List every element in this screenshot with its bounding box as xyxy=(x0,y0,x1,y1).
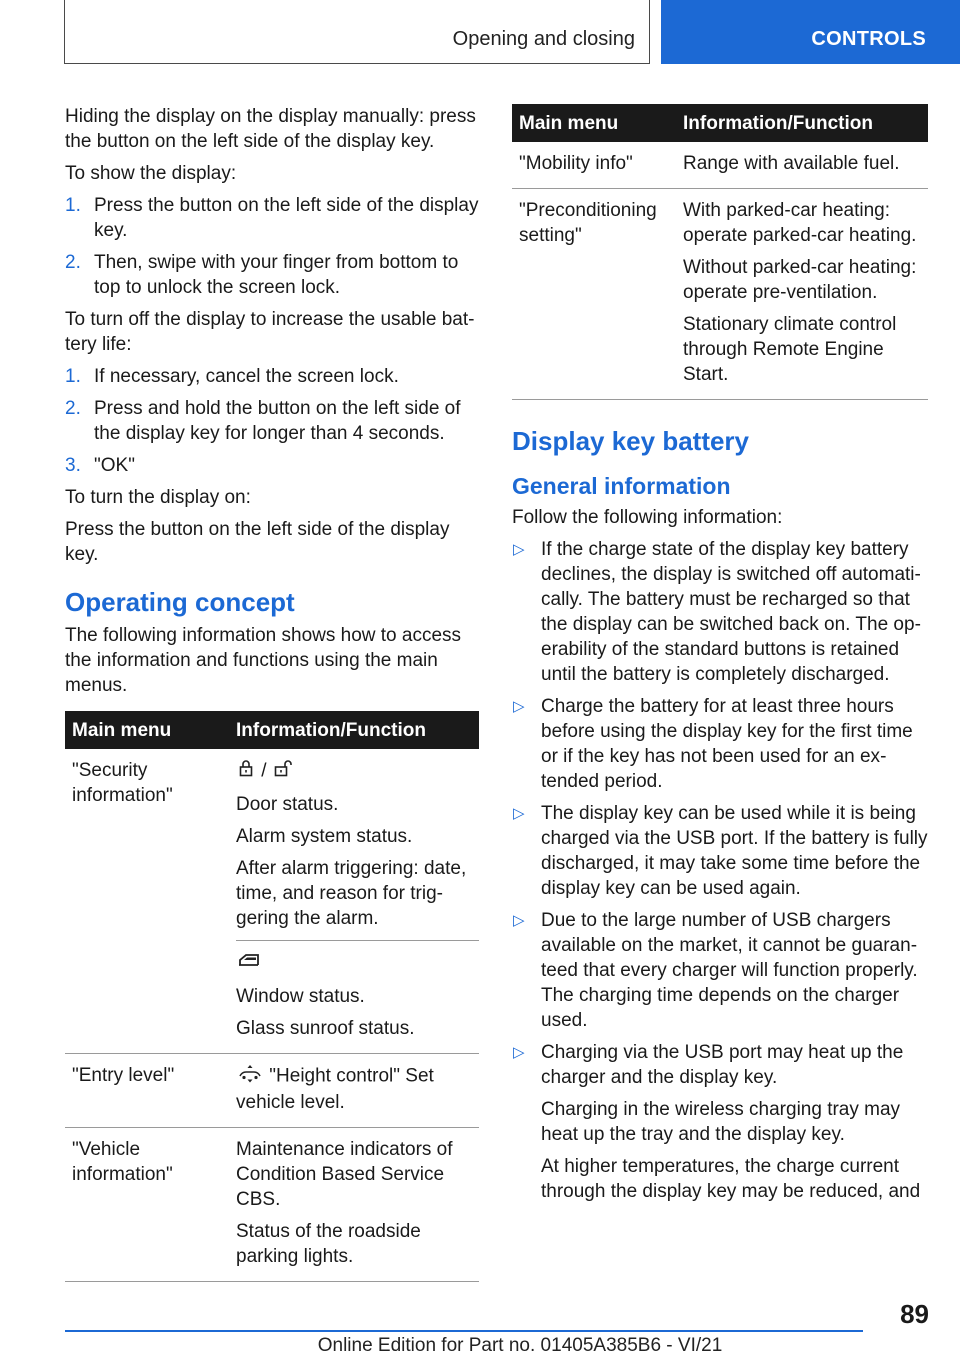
main-menu-table xyxy=(65,711,479,1282)
bullet-text: Due to the large number of USB chargers available on the market, it cannot be guaranteed that every charger will function properly. The charging time depends on the charger used. xyxy=(541,910,918,1031)
list-item xyxy=(512,537,928,687)
header-section-box xyxy=(64,0,650,64)
menu-cell: "Preconditioning setting" xyxy=(519,200,657,246)
cell-line: Glass sunroof status. xyxy=(236,1018,415,1039)
step-text: Press and hold the button on the left side of the display key for longer than 4 seconds. xyxy=(94,398,461,444)
column-header-function: Information/Function xyxy=(683,112,873,134)
operating-concept-heading: Operating concept xyxy=(65,587,295,617)
follow-text: Follow the following information: xyxy=(512,507,783,528)
bullet-text: Charging in the wireless charging tray may heat up the tray and the display key. xyxy=(541,1099,901,1145)
padlock-open-icon xyxy=(272,758,300,785)
car-window-icon xyxy=(236,950,262,977)
step-text: "OK" xyxy=(94,455,135,476)
battery-bullet-list xyxy=(512,537,928,1204)
list-item xyxy=(65,364,479,389)
step-number: 2. xyxy=(65,252,81,273)
function-cell: Range with available fuel. xyxy=(683,153,900,174)
lock-separator: / xyxy=(261,760,267,782)
cell-line: Without parked-car heating: operate pre-ventilation. xyxy=(683,257,917,303)
menu-cell: "Mobility info" xyxy=(519,153,633,174)
main-menu-table-continued xyxy=(512,104,928,400)
cell-divider xyxy=(236,940,479,941)
step-number: 1. xyxy=(65,366,81,387)
list-item xyxy=(65,193,479,243)
column-header-main-menu: Main menu xyxy=(519,112,619,134)
menu-cell: "Entry level" xyxy=(72,1065,175,1086)
chapter-title: CONTROLS xyxy=(811,28,926,50)
step-number: 3. xyxy=(65,455,81,476)
bullet-text: Charge the battery for at least three hours before using the display key for the first time or if the key has not been used for an extended period. xyxy=(541,696,913,792)
bullet-text: If the charge state of the display key battery declines, the display is switched off automatically. The battery must be recharged so that the display can be switched back on. The operability of the standard buttons is retained until the battery is completely discharged. xyxy=(541,539,921,685)
turn-off-title: To turn off the display to increase the usable battery life: xyxy=(65,309,475,355)
table-row xyxy=(512,189,928,400)
list-item xyxy=(512,801,928,901)
padlock-closed-icon xyxy=(236,758,256,785)
footer-rule xyxy=(65,1330,863,1332)
cell-line: Stationary climate control through Remote Engine Start. xyxy=(683,314,897,385)
window-icon-line xyxy=(236,950,473,977)
cell-line: Door status. xyxy=(236,794,339,815)
bullet-text: Charging via the USB port may heat up the charger and the display key. xyxy=(541,1042,904,1088)
page-number: 89 xyxy=(900,1299,929,1329)
list-item xyxy=(65,250,479,300)
turn-on-text: Press the button on the left side of the display key. xyxy=(65,519,450,565)
turn-off-steps-list xyxy=(65,364,479,478)
menu-cell: "Vehicle information" xyxy=(72,1139,173,1185)
triangle-bullet-icon: ▷ xyxy=(513,912,525,929)
list-item xyxy=(512,908,928,1033)
table-row xyxy=(512,142,928,189)
step-number: 2. xyxy=(65,398,81,419)
function-cell xyxy=(236,1054,479,1127)
triangle-bullet-icon: ▷ xyxy=(513,541,525,558)
cell-line: Window status. xyxy=(236,986,365,1007)
operating-concept-text: The following information shows how to access the information and functions using the main menus. xyxy=(65,625,462,696)
step-text: Press the button on the left side of the display key. xyxy=(94,195,479,241)
triangle-bullet-icon: ▷ xyxy=(513,698,525,715)
header-chapter-tab xyxy=(661,0,960,64)
list-item xyxy=(512,1040,928,1204)
function-cell xyxy=(683,189,928,399)
step-text: Then, swipe with your finger from bottom to top to unlock the screen lock. xyxy=(94,252,459,298)
table-row xyxy=(65,749,479,1054)
column-header-main-menu: Main menu xyxy=(72,719,172,741)
column-header-function: Information/Function xyxy=(236,719,426,741)
section-title: Opening and closing xyxy=(452,28,635,50)
intro-paragraph: Hiding the display on the display manually: press the button on the left side of the display key. xyxy=(65,106,476,152)
lock-icons-line xyxy=(236,758,473,785)
cell-line: Status of the roadside parking lights. xyxy=(236,1221,421,1267)
cell-line: After alarm triggering: date, time, and reason for triggering the alarm. xyxy=(236,858,467,929)
cell-line: Alarm system status. xyxy=(236,826,413,847)
list-item xyxy=(65,396,479,446)
show-display-title: To show the display: xyxy=(65,163,237,184)
triangle-bullet-icon: ▷ xyxy=(513,805,525,822)
show-steps-list xyxy=(65,193,479,300)
bullet-text: The display key can be used while it is being charged via the USB port. If the battery is fully discharged, it may take some time before the display key can be used again. xyxy=(541,803,928,899)
turn-on-title: To turn the display on: xyxy=(65,487,251,508)
menu-cell: "Security information" xyxy=(72,760,173,806)
display-key-battery-heading: Display key battery xyxy=(512,426,750,456)
cell-line: Maintenance indicators of Condition Based Service CBS. xyxy=(236,1139,453,1210)
edition-footer: Online Edition for Part no. 01405A385B6 - VI/21 xyxy=(317,1335,723,1356)
function-cell xyxy=(236,1128,479,1281)
cell-line: "Height control" Set vehicle level. xyxy=(236,1065,434,1113)
step-number: 1. xyxy=(65,195,81,216)
general-information-heading: General information xyxy=(512,473,731,499)
bullet-text: At higher temperatures, the charge current through the display key may be reduced, and xyxy=(541,1156,921,1202)
step-text: If necessary, cancel the screen lock. xyxy=(94,366,399,387)
left-column xyxy=(65,104,479,1282)
table-header xyxy=(512,104,928,142)
list-item xyxy=(512,694,928,794)
table-row xyxy=(65,1128,479,1282)
vehicle-height-icon xyxy=(236,1063,264,1090)
right-column xyxy=(512,104,928,1211)
table-row xyxy=(65,1054,479,1128)
list-item xyxy=(65,453,479,478)
triangle-bullet-icon: ▷ xyxy=(513,1044,525,1061)
table-header xyxy=(65,711,479,749)
function-cell xyxy=(236,749,479,1053)
cell-line: With parked-car heating: operate parked-car heating. xyxy=(683,200,917,246)
